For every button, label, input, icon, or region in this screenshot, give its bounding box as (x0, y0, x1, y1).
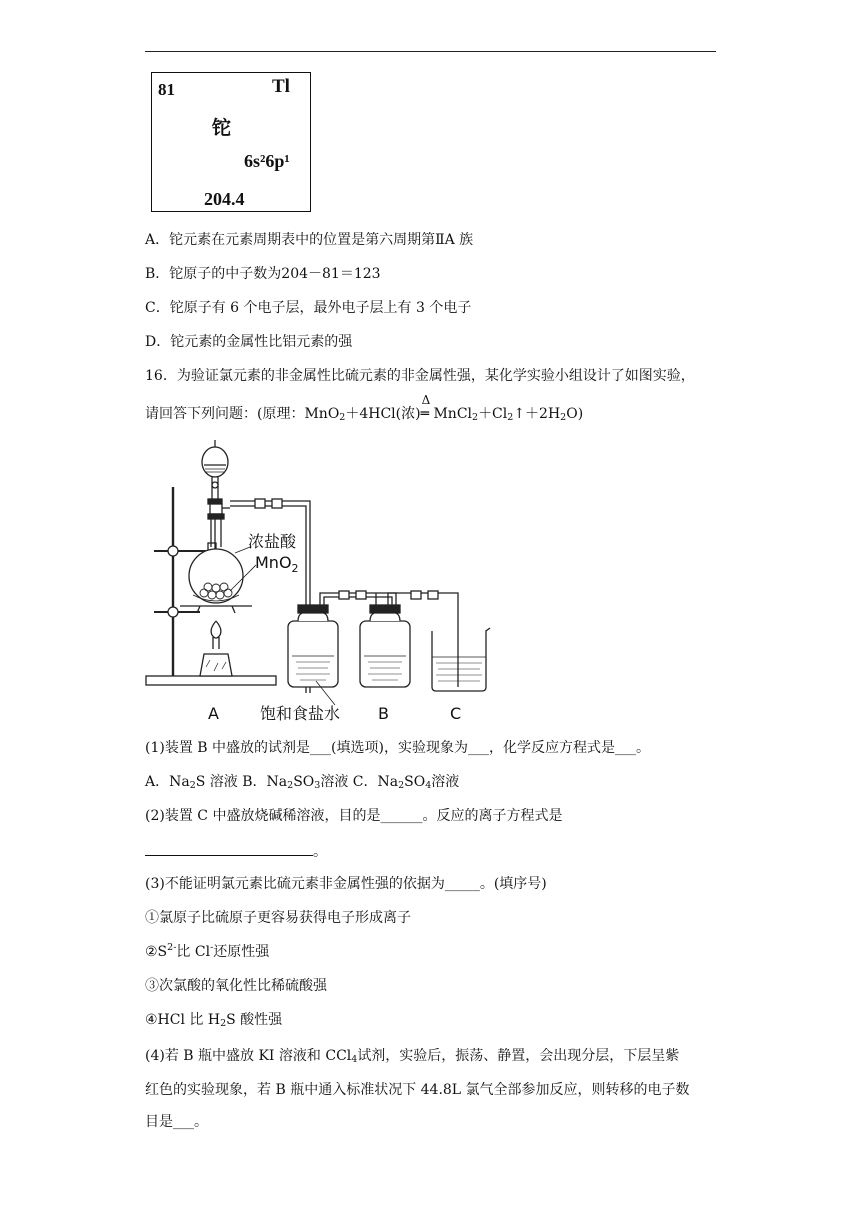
label-c: C (450, 704, 462, 723)
label-brine: 饱和食盐水 (260, 704, 341, 723)
apparatus-diagram (140, 435, 500, 727)
label-b: B (378, 704, 389, 723)
q16-part4-line1: (4)若 B 瓶中盛放 KI 溶液和 CCl$_4$试剂，实验后，振荡、静置，会出现分层，下层呈紫 (145, 1048, 680, 1065)
beaker-c (432, 628, 490, 691)
bottle-brine (288, 621, 338, 687)
option-b: B．铊原子的中子数为204－81＝123 (145, 266, 381, 282)
element-card (151, 72, 311, 212)
statement-3: ③次氯酸的氧化性比稀硫酸强 (145, 978, 327, 994)
q16-intro-line2: 请回答下列问题：(原理：MnO$_2$＋4HCl(浓) Δ ═ $MnCl_2+Cl_2↑+2H_2O$) (145, 393, 584, 423)
clamp-upper (168, 546, 178, 556)
lamp-flame (211, 621, 221, 638)
stand-base (146, 676, 276, 685)
alcohol-lamp (200, 654, 232, 676)
q16-part1: (1)装置 B 中盛放的试剂是___(填选项)，实验现象为___，化学反应方程式是___。 (145, 740, 650, 756)
header-rule (145, 51, 716, 52)
label-a: A (208, 704, 219, 723)
option-a: A．铊元素在元素周期表中的位置是第六周期第ⅡA 族 (145, 232, 474, 248)
answer-blank[interactable] (145, 842, 313, 856)
element-symbol: Tl (272, 76, 290, 97)
q16-intro-line1: 16．为验证氯元素的非金属性比硫元素的非金属性强，某化学实验小组设计了如图实验， (145, 368, 695, 384)
q16-part4-line3: 目是___。 (145, 1114, 208, 1130)
atomic-mass: 204.4 (204, 189, 245, 209)
q16-part3: (3)不能证明氯元素比硫元素非金属性强的依据为_____。(填序号) (145, 876, 547, 892)
label-conc-hcl: 浓盐酸 (248, 532, 297, 551)
electron-config: 6s²6p¹ (244, 151, 290, 171)
q16-part2: (2)装置 C 中盛放烧碱稀溶液，目的是______。反应的离子方程式是 (145, 808, 563, 824)
atomic-number: 81 (158, 80, 175, 99)
q16-part2-answer-line: 。 (145, 842, 327, 862)
separatory-funnel (202, 447, 228, 477)
statement-1: ①氯原子比硫原子更容易获得电子形成离子 (145, 910, 411, 926)
bottle-b (360, 621, 410, 687)
statement-2: $②S^{2-}$比 Cl-还原性强 (145, 942, 270, 960)
clamp-lower (168, 607, 178, 617)
label-mno2: MnO$_2$ (255, 553, 299, 575)
heat-condition: Δ ═ (420, 393, 431, 422)
q16-part1-options: A．$Na_2S$ 溶液 B．$Na_2SO_3$溶液 C．$Na_2SO_4$溶液 (145, 774, 460, 791)
q16-part4-line2: 红色的实验现象，若 B 瓶中通入标准状况下 44.8L 氯气全部参加反应，则转移的电子数 (145, 1082, 690, 1098)
option-c: C．铊原子有 6 个电子层，最外电子层上有 3 个电子 (145, 300, 472, 316)
statement-4: ④HCl 比 $H_2S$ 酸性强 (145, 1012, 283, 1029)
element-name: 铊 (212, 117, 232, 139)
option-d: D．铊元素的金属性比铝元素的强 (145, 334, 353, 350)
